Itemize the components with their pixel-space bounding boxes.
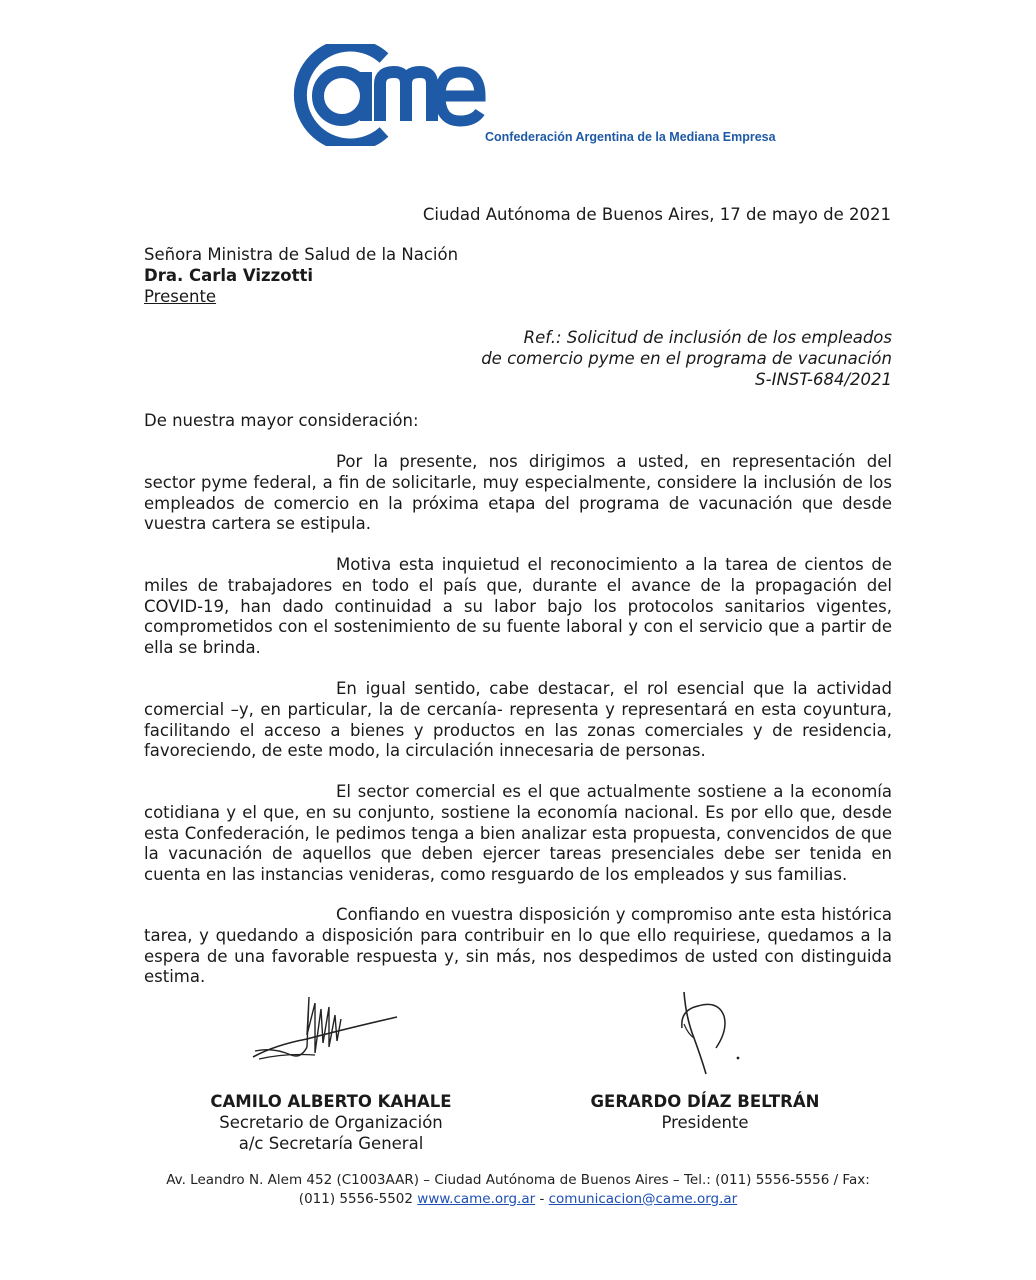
body-paragraph: El sector comercial es el que actualmente sostiene a la economía cotidiana y el que, en su conjunto, sostiene la economía nacional. Es por ello que, desde esta Confederación, le pedimos tenga a bien analizar esta propuesta, convencidos de que la vacunación de aquellos que deben ejercer tareas presenciales debe ser tenida en cuenta en las instancias venideras, como resguardo de los empleados y sus familias. <box>144 782 892 885</box>
website-link[interactable]: www.came.org.ar <box>417 1190 536 1207</box>
signature-diaz-beltran <box>672 988 752 1078</box>
footer <box>100 1171 936 1208</box>
organization-name: Confederación Argentina de la Mediana Empresa <box>485 130 776 144</box>
addressee-presente: Presente <box>144 286 217 306</box>
body-paragraph: Por la presente, nos dirigimos a usted, en representación del sector pyme federal, a fin de solicitarle, muy especialmente, considere la inclusión de los empleados de comercio en la próxima etapa del programa de vacunación que desde vuestra cartera se estipula. <box>144 452 892 534</box>
addressee-name: Dra. Carla Vizzotti <box>144 265 314 285</box>
reference-block <box>144 328 892 390</box>
greeting: De nuestra mayor consideración: <box>144 411 419 430</box>
came-logo <box>280 44 490 146</box>
signature-kahale <box>245 995 405 1067</box>
body-paragraph: Confiando en vuestra disposición y compromiso ante esta histórica tarea, y quedando a disposición para contribuir en lo que ello requiriese, quedamos a la espera de una favorable respuesta y, sin más, nos despedimos de usted con distinguida estima. <box>144 905 892 987</box>
footer-separator: - <box>539 1190 545 1207</box>
signatory-diaz-beltran <box>555 1092 855 1134</box>
reference-line: de comercio pyme en el programa de vacunación <box>481 348 892 368</box>
footer-address: Av. Leandro N. Alem 452 (C1003AAR) – Ciudad Autónoma de Buenos Aires – Tel.: (011) 5556-5556 / Fax: <box>166 1172 870 1188</box>
signatory-role: Secretario de Organización <box>219 1112 443 1132</box>
addressee-title: Señora Ministra de Salud de la Nación <box>144 245 459 264</box>
signatory-name: GERARDO DÍAZ BELTRÁN <box>590 1092 820 1111</box>
email-link[interactable]: comunicacion@came.org.ar <box>548 1190 738 1207</box>
footer-fax: (011) 5556-5502 <box>298 1190 413 1207</box>
dateline: Ciudad Autónoma de Buenos Aires, 17 de mayo de 2021 <box>422 205 891 224</box>
reference-line: Ref.: Solicitud de inclusión de los empleados <box>523 328 892 347</box>
signatory-name: CAMILO ALBERTO KAHALE <box>210 1092 452 1111</box>
signatory-kahale <box>181 1092 481 1154</box>
body-paragraph: Motiva esta inquietud el reconocimiento a la tarea de cientos de miles de trabajadores en todo el país que, durante el avance de la propagación del COVID-19, han dado continuidad a su labor bajo los protocolos sanitarios vigentes, comprometidos con el sostenimiento de su fuente laboral y con el servicio que a partir de ella se brinda. <box>144 555 892 658</box>
signatory-role: Presidente <box>661 1112 749 1132</box>
signatory-role: a/c Secretaría General <box>238 1133 424 1153</box>
reference-line: S-INST-684/2021 <box>755 369 892 389</box>
body-paragraph: En igual sentido, cabe destacar, el rol esencial que la actividad comercial –y, en particular, la de cercanía- representa y representará en esta coyuntura, facilitando el acceso a bienes y productos en las zonas comerciales y de residencia, favoreciendo, de este modo, la circulación innecesaria de personas. <box>144 679 892 761</box>
addressee-block <box>144 245 458 307</box>
